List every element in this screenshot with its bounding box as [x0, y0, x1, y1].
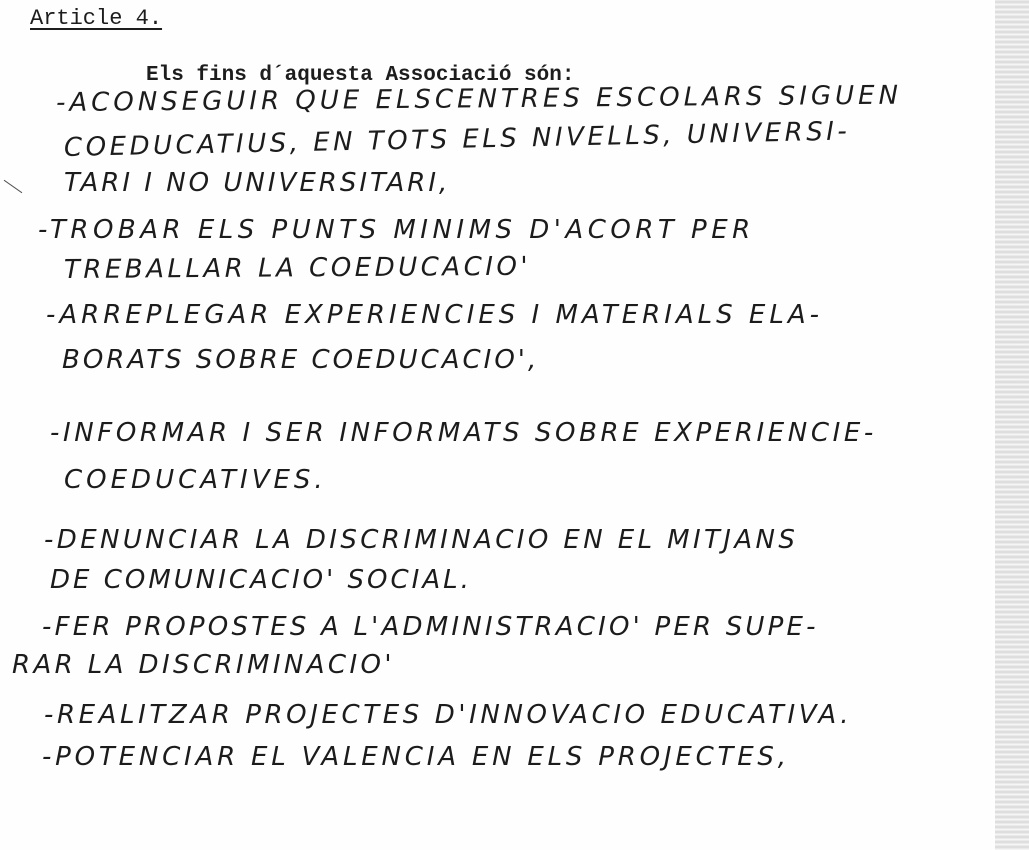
scan-mark — [4, 180, 23, 193]
handwritten-line: -ACONSEGUIR QUE ELSCENTRES ESCOLARS SIGUEN — [55, 80, 903, 118]
handwritten-line: -DENUNCIAR LA DISCRIMINACIO EN EL MITJANS — [44, 525, 799, 555]
handwritten-line: COEDUCATIUS, EN TOTS ELS NIVELLS, UNIVERSI- — [63, 116, 851, 163]
handwritten-line: RAR LA DISCRIMINACIO' — [12, 650, 395, 680]
handwritten-line: -INFORMAR I SER INFORMATS SOBRE EXPERIENCIE- — [50, 418, 877, 448]
handwritten-line: -POTENCIAR EL VALENCIA EN ELS PROJECTES, — [42, 742, 790, 772]
handwritten-line: -REALITZAR PROJECTES D'INNOVACIO EDUCATIVA. — [44, 700, 853, 730]
handwritten-line: COEDUCATIVES. — [64, 465, 327, 495]
handwritten-line: DE COMUNICACIO' SOCIAL. — [50, 565, 472, 595]
handwritten-line: BORATS SOBRE COEDUCACIO', — [62, 345, 540, 375]
handwritten-line: -ARREPLEGAR EXPERIENCIES I MATERIALS ELA- — [46, 300, 823, 330]
article-heading: Article 4. — [30, 6, 163, 31]
handwritten-line: TARI I NO UNIVERSITARI, — [64, 168, 451, 198]
scan-edge-shadow — [995, 0, 1029, 850]
intro-text: Els fins d´aquesta Associació són: — [146, 64, 575, 87]
handwritten-line: -TROBAR ELS PUNTS MINIMS D'ACORT PER — [38, 215, 755, 245]
handwritten-line: TREBALLAR LA COEDUCACIO' — [63, 251, 532, 285]
handwritten-line: -FER PROPOSTES A L'ADMINISTRACIO' PER SUPE- — [42, 612, 819, 642]
